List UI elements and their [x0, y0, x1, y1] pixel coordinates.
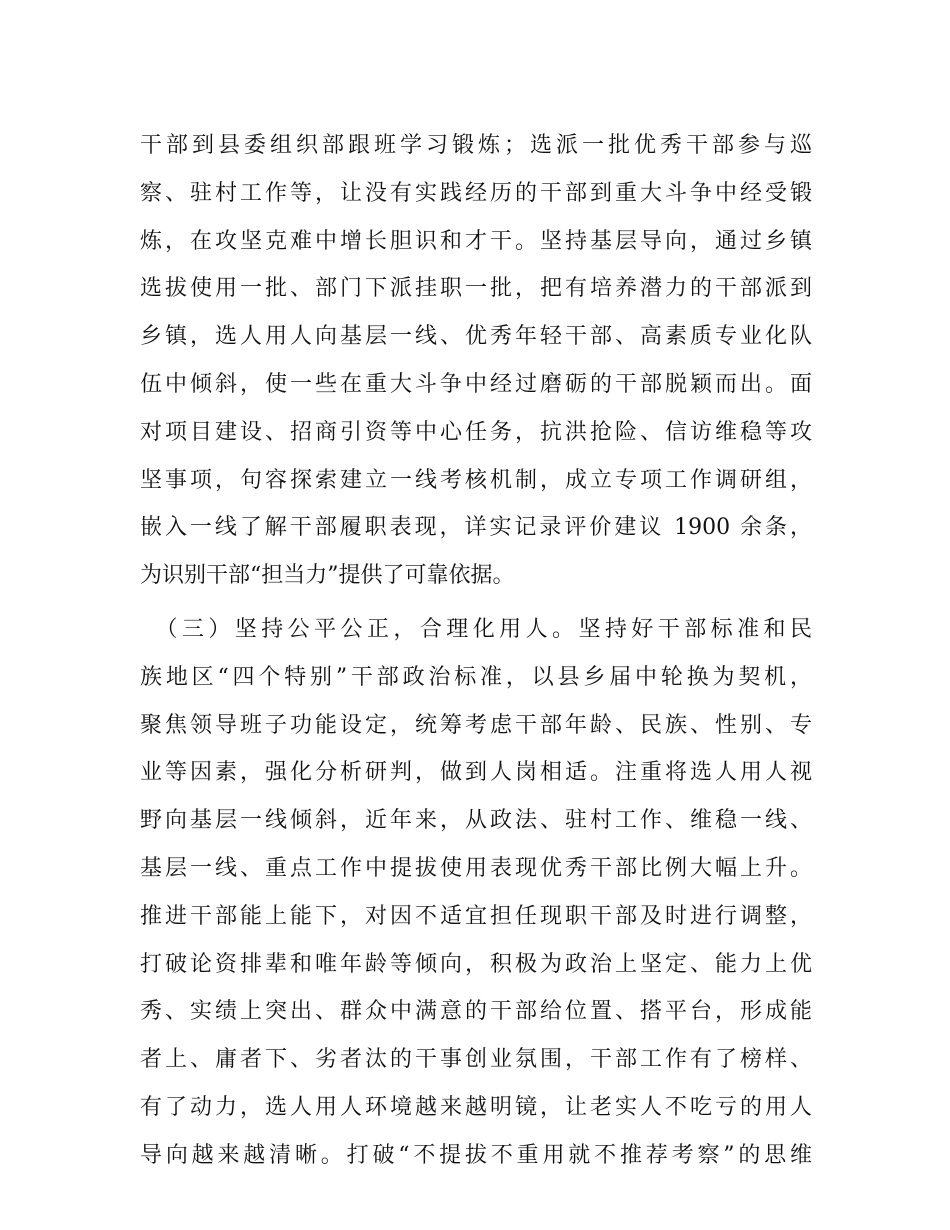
text-line: 干部到县委组织部跟班学习锻炼；选派一批优秀干部参与巡: [140, 133, 812, 158]
document-page: [140, 122, 812, 1180]
text-line: 有了动力，选人用人环境越来越明镜，让老实人不吃亏的用人: [140, 1094, 812, 1120]
text-line: 基层一线、重点工作中提拔使用表现优秀干部比例大幅上升。: [140, 855, 812, 881]
text-line: 选拔使用一批、部门下派挂职一批，把有培养潜力的干部派到: [140, 276, 812, 302]
text-line: 对项目建设、招商引资等中心任务，抗洪抢险、信访维稳等攻: [140, 419, 812, 445]
text-line: 族地区“四个特别”干部政治标准，以县乡届中轮换为契机，: [140, 664, 812, 690]
text-line: 炼，在攻坚克难中增长胆识和才干。坚持基层导向，通过乡镇: [140, 228, 812, 254]
text-line: 者上、庸者下、劣者汰的干事创业氛围，干部工作有了榜样、: [140, 1047, 812, 1073]
text-line: 乡镇，选人用人向基层一线、优秀年轻干部、高素质专业化队: [140, 324, 812, 350]
text-line: 坚事项，句容探索建立一线考核机制，成立专项工作调研组，: [140, 467, 812, 493]
text-line: （三）坚持公平公正，合理化用人。坚持好干部标准和民: [140, 616, 812, 642]
text-line: 察、驻村工作等，让没有实践经历的干部到重大斗争中经受锻: [140, 180, 812, 206]
text-line: 伍中倾斜，使一些在重大斗争中经过磨砺的干部脱颖而出。面: [140, 371, 812, 397]
text-line: 秀、实绩上突出、群众中满意的干部给位置、搭平台，形成能: [140, 999, 812, 1025]
text-line: 导向越来越清晰。打破“不提拔不重用就不推荐考察”的思维: [140, 1142, 812, 1168]
text-line: 推进干部能上能下，对因不适宜担任现职干部及时进行调整，: [140, 903, 812, 929]
text-line: 嵌入一线了解干部履职表现，详实记录评价建议 1900 余条，: [140, 515, 812, 541]
text-line: 打破论资排辈和唯年龄等倾向，积极为政治上坚定、能力上优: [140, 951, 812, 977]
text-line: 为识别干部“担当力”提供了可靠依据。: [140, 563, 515, 589]
text-line: 野向基层一线倾斜，近年来，从政法、驻村工作、维稳一线、: [140, 808, 812, 834]
paragraph-2: [140, 606, 812, 1180]
text-line: 业等因素，强化分析研判，做到人岗相适。注重将选人用人视: [140, 760, 812, 786]
paragraph-1: [140, 122, 812, 600]
text-line: 聚焦领导班子功能设定，统筹考虑干部年龄、民族、性别、专: [140, 712, 812, 738]
